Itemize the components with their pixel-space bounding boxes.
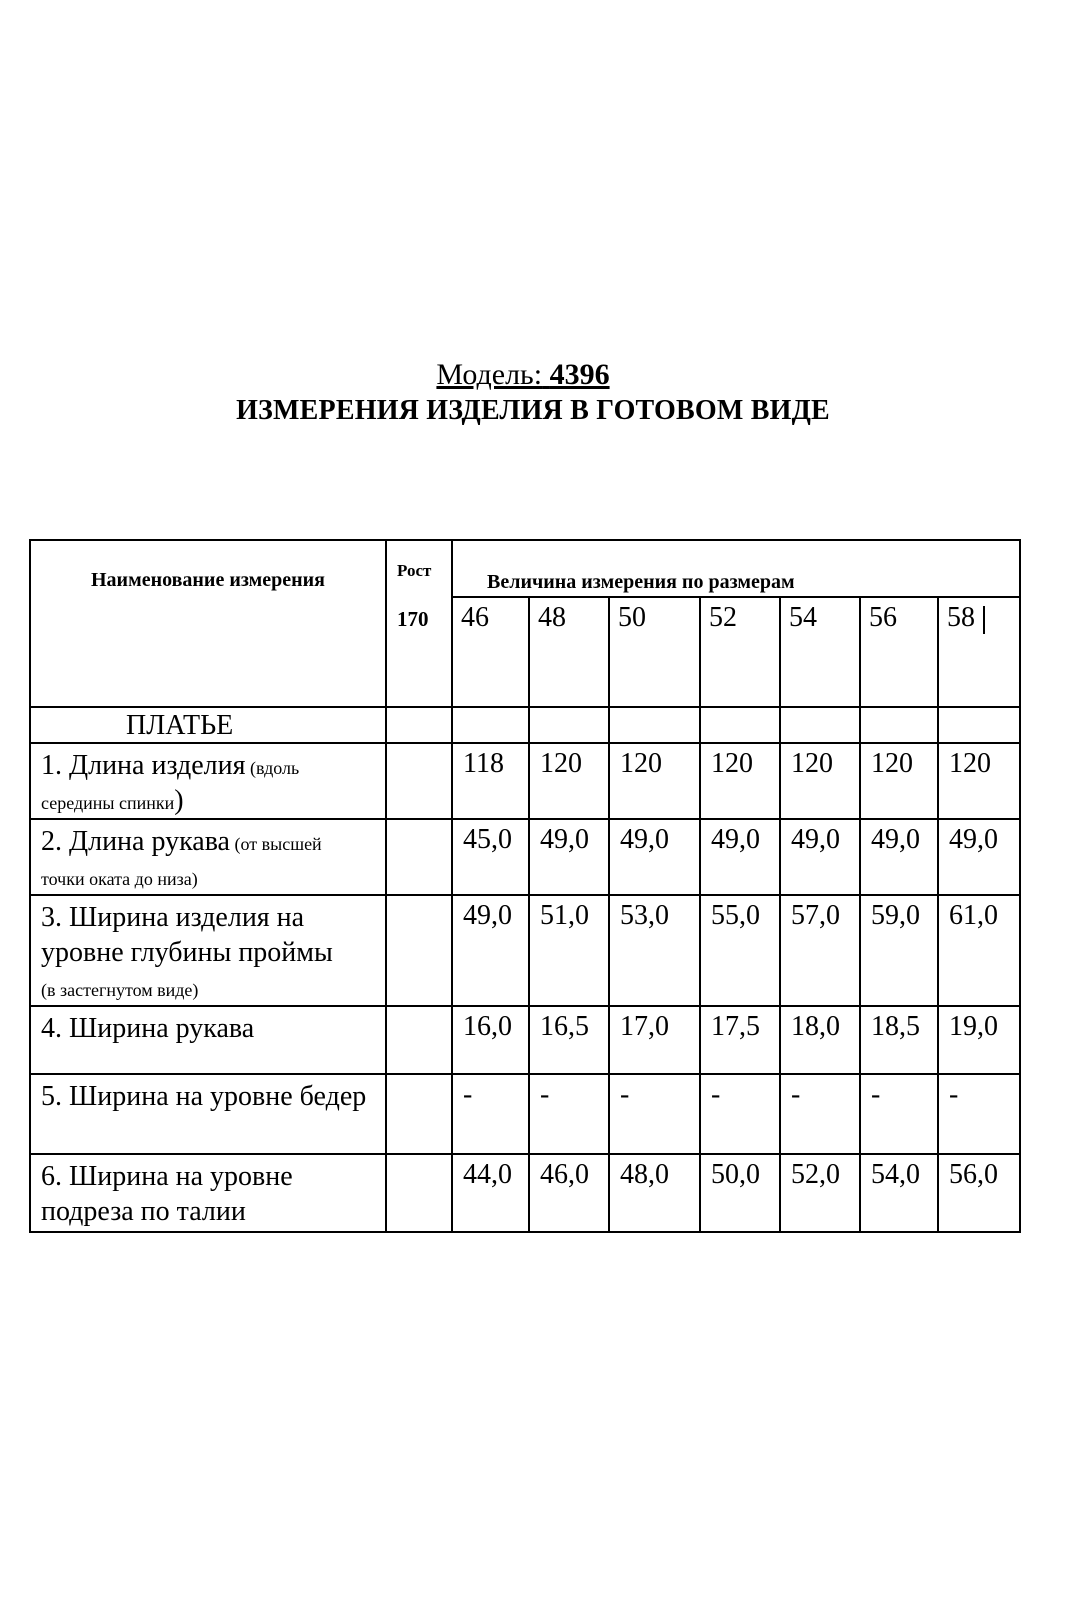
value-cell: - [609,1074,700,1154]
section-row [30,707,1020,743]
value-cell: 54,0 [860,1154,938,1232]
model-number: 4396 [549,358,610,391]
value-cell: 61,0 [938,895,1020,1006]
value-cell: 59,0 [860,895,938,1006]
size-cell: 54 [780,597,860,707]
value-cell: 49,0 [780,819,860,895]
measurements-table [29,539,1021,1233]
value-cell: 49,0 [938,819,1020,895]
table-row [30,1154,1020,1232]
value-cell: 55,0 [700,895,780,1006]
title-block [0,358,1066,428]
value-cell: 16,0 [452,1006,529,1074]
header-rost [386,540,452,707]
row-label: 1. Длина изделия (вдоль середины спинки) [30,743,386,819]
page-title: ИЗМЕРЕНИЯ ИЗДЕЛИЯ В ГОТОВОМ ВИДЕ [236,395,830,426]
size-cell: 46 [452,597,529,707]
value-cell: 16,5 [529,1006,609,1074]
row-label: 6. Ширина на уровне подреза по талии [30,1154,386,1232]
section-label: ПЛАТЬЕ [30,707,386,743]
value-cell: 49,0 [452,895,529,1006]
value-cell: 118 [452,743,529,819]
value-cell: 49,0 [860,819,938,895]
row-label: 5. Ширина на уровне бедер [30,1074,386,1154]
value-cell: 49,0 [609,819,700,895]
value-cell: - [860,1074,938,1154]
table-row [30,743,1020,819]
value-cell: 19,0 [938,1006,1020,1074]
table-row [30,1074,1020,1154]
size-cell: 58 [938,597,1020,707]
table-row [30,895,1020,1006]
header-name: Наименование измерения [30,540,386,707]
value-cell: 120 [609,743,700,819]
header-height: 170 [397,607,429,631]
header-rost-label: Рост [397,561,432,580]
row-label: 3. Ширина изделия на уровне глубины проймы (в застегнутом виде) [30,895,386,1006]
value-cell: 120 [938,743,1020,819]
size-cell: 48 [529,597,609,707]
model-prefix: Модель: [436,358,543,391]
size-cell: 56 [860,597,938,707]
value-cell: - [529,1074,609,1154]
row-label: 4. Ширина рукава [30,1006,386,1074]
size-cell: 52 [700,597,780,707]
value-cell: 46,0 [529,1154,609,1232]
value-cell: 120 [780,743,860,819]
value-cell: - [452,1074,529,1154]
value-cell: 18,5 [860,1006,938,1074]
value-cell: 49,0 [529,819,609,895]
value-cell: 53,0 [609,895,700,1006]
value-cell: 56,0 [938,1154,1020,1232]
value-cell: 49,0 [700,819,780,895]
value-cell: 45,0 [452,819,529,895]
value-cell: 51,0 [529,895,609,1006]
value-cell: - [938,1074,1020,1154]
value-cell: 50,0 [700,1154,780,1232]
size-cell: 50 [609,597,700,707]
value-cell: 44,0 [452,1154,529,1232]
value-cell: 18,0 [780,1006,860,1074]
value-cell: - [700,1074,780,1154]
value-cell: 120 [529,743,609,819]
table-row [30,819,1020,895]
value-cell: 120 [860,743,938,819]
value-cell: 57,0 [780,895,860,1006]
model-line [0,358,1066,392]
row-label: 2. Длина рукава (от высшей точки оката до низа) [30,819,386,895]
value-cell: 17,0 [609,1006,700,1074]
header-sizes-title: Величина измерения по размерам [452,540,1020,597]
table-row [30,1006,1020,1074]
value-cell: 52,0 [780,1154,860,1232]
value-cell: 17,5 [700,1006,780,1074]
value-cell: 120 [700,743,780,819]
value-cell: - [780,1074,860,1154]
value-cell: 48,0 [609,1154,700,1232]
